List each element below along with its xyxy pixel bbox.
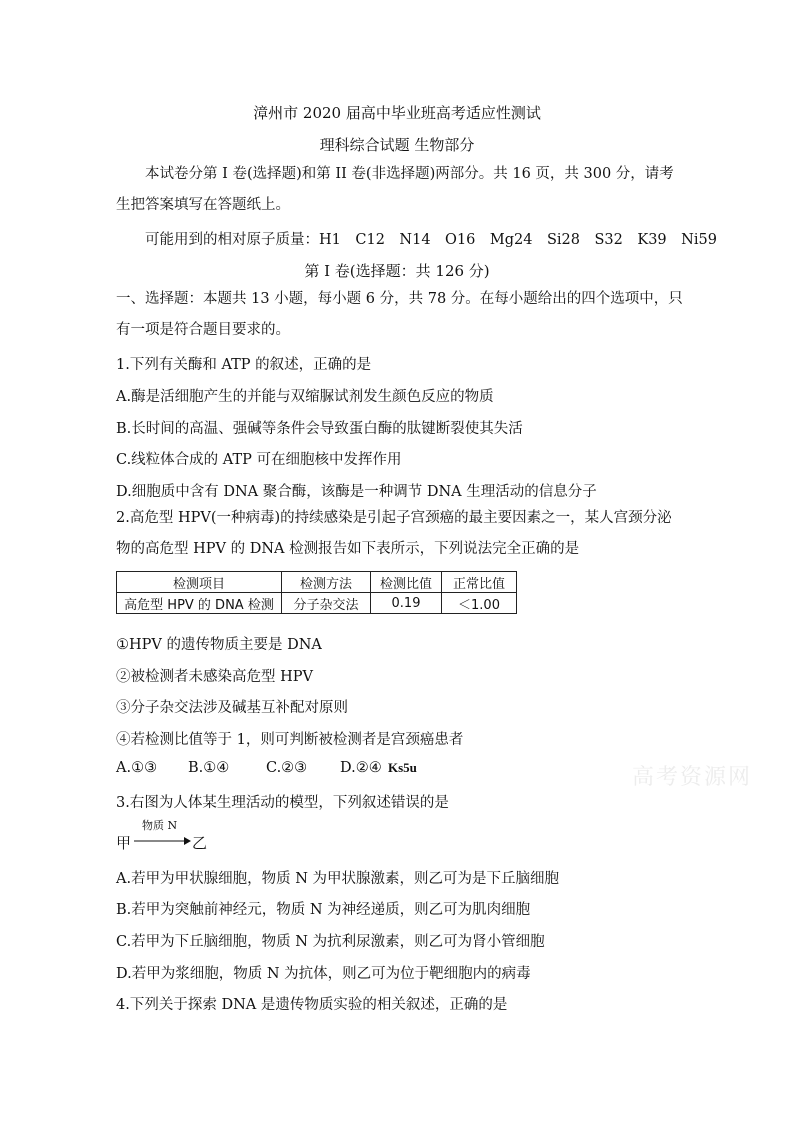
q3-option-c: C.若甲为下丘脑细胞，物质 N 为抗利尿激素，则乙可为肾小管细胞 [116,934,545,950]
hpv-report-table [116,571,517,614]
watermark: 高考资源网 [632,765,753,790]
q1-stem: 1.下列有关酶和 ATP 的叙述，正确的是 [116,357,372,373]
q2-option-c: C.②③ [266,760,308,776]
q2-option-a: A.①③ [116,760,158,776]
arrow-icon [132,835,192,847]
source-tag: Ks5u [388,760,417,775]
q2-statement-3: ③分子杂交法涉及碱基互补配对原则 [116,700,348,716]
q1-option-b: B.长时间的高温、强碱等条件会导致蛋白酶的肽键断裂使其失活 [116,421,523,437]
instructions: 一、选择题：本题共 13 小题，每小题 6 分，共 78 分。在每小题给出的四个选项中，只有一项是符合题目要求的。 [116,291,683,338]
q3-option-b: B.若甲为突触前神经元，物质 N 为神经递质，则乙可为肌肉细胞 [116,902,531,918]
atomic-mass-line: 可能用到的相对原子质量：H1 C12 N14 O16 Mg24 Si28 S32 K39 Ni59 [145,232,717,248]
diagram-target: 乙 [192,834,208,852]
q3-option-a: A.若甲为甲状腺细胞，物质 N 为甲状腺激素，则乙可为是下丘脑细胞 [116,871,559,887]
q2-statement-4: ④若检测比值等于 1，则可判断被检测者是宫颈癌患者 [116,732,464,748]
exam-title: 漳州市 2020 届高中毕业班高考适应性测试 [253,104,541,122]
table-header-cell: 检测比值 [371,572,442,593]
table-cell: ＜1.00 [442,593,517,614]
q2-stem: 2.高危型 HPV(一种病毒)的持续感染是引起子宫颈癌的最主要因素之一，某人宫颈分泌物的高危型 HPV 的 DNA 检测报告如下表所示，下列说法完全正确的是 [116,510,672,557]
table-cell: 高危型 HPV 的 DNA 检测 [117,593,282,614]
section-heading: 第 I 卷(选择题：共 126 分) [304,262,490,280]
q2-statement-2: ②被检测者未感染高危型 HPV [116,669,313,685]
table-header-row [117,572,517,593]
diagram-label: 物质 N [142,819,178,832]
table-header-cell: 正常比值 [442,572,517,593]
table-cell: 分子杂交法 [282,593,371,614]
q1-option-d: D.细胞质中含有 DNA 聚合酶，该酶是一种调节 DNA 生理活动的信息分子 [116,484,597,500]
q4-stem: 4.下列关于探索 DNA 是遗传物质实验的相关叙述，正确的是 [116,997,508,1013]
diagram-source: 甲 [116,834,132,852]
table-header-cell: 检测项目 [117,572,282,593]
intro-paragraph: 本试卷分第 I 卷(选择题)和第 II 卷(非选择题)两部分。共 16 页，共 300 分，请考生把答案填写在答题纸上。 [116,166,674,213]
exam-subtitle: 理科综合试题 生物部分 [319,136,475,154]
q3-stem: 3.右图为人体某生理活动的模型，下列叙述错误的是 [116,795,449,811]
q3-option-d: D.若甲为浆细胞，物质 N 为抗体，则乙可为位于靶细胞内的病毒 [116,966,531,982]
q2-option-d: D.②④ [340,760,382,776]
q2-statement-1: ①HPV 的遗传物质主要是 DNA [116,637,322,653]
signal-model-diagram [116,818,226,858]
q2-options [116,760,417,776]
q1-option-a: A.酶是活细胞产生的并能与双缩脲试剂发生颜色反应的物质 [116,389,494,405]
table-row [117,593,517,614]
table-cell: 0.19 [371,593,442,614]
q1-option-c: C.线粒体合成的 ATP 可在细胞核中发挥作用 [116,452,402,468]
q2-option-b: B.①④ [188,760,230,776]
table-header-cell: 检测方法 [282,572,371,593]
